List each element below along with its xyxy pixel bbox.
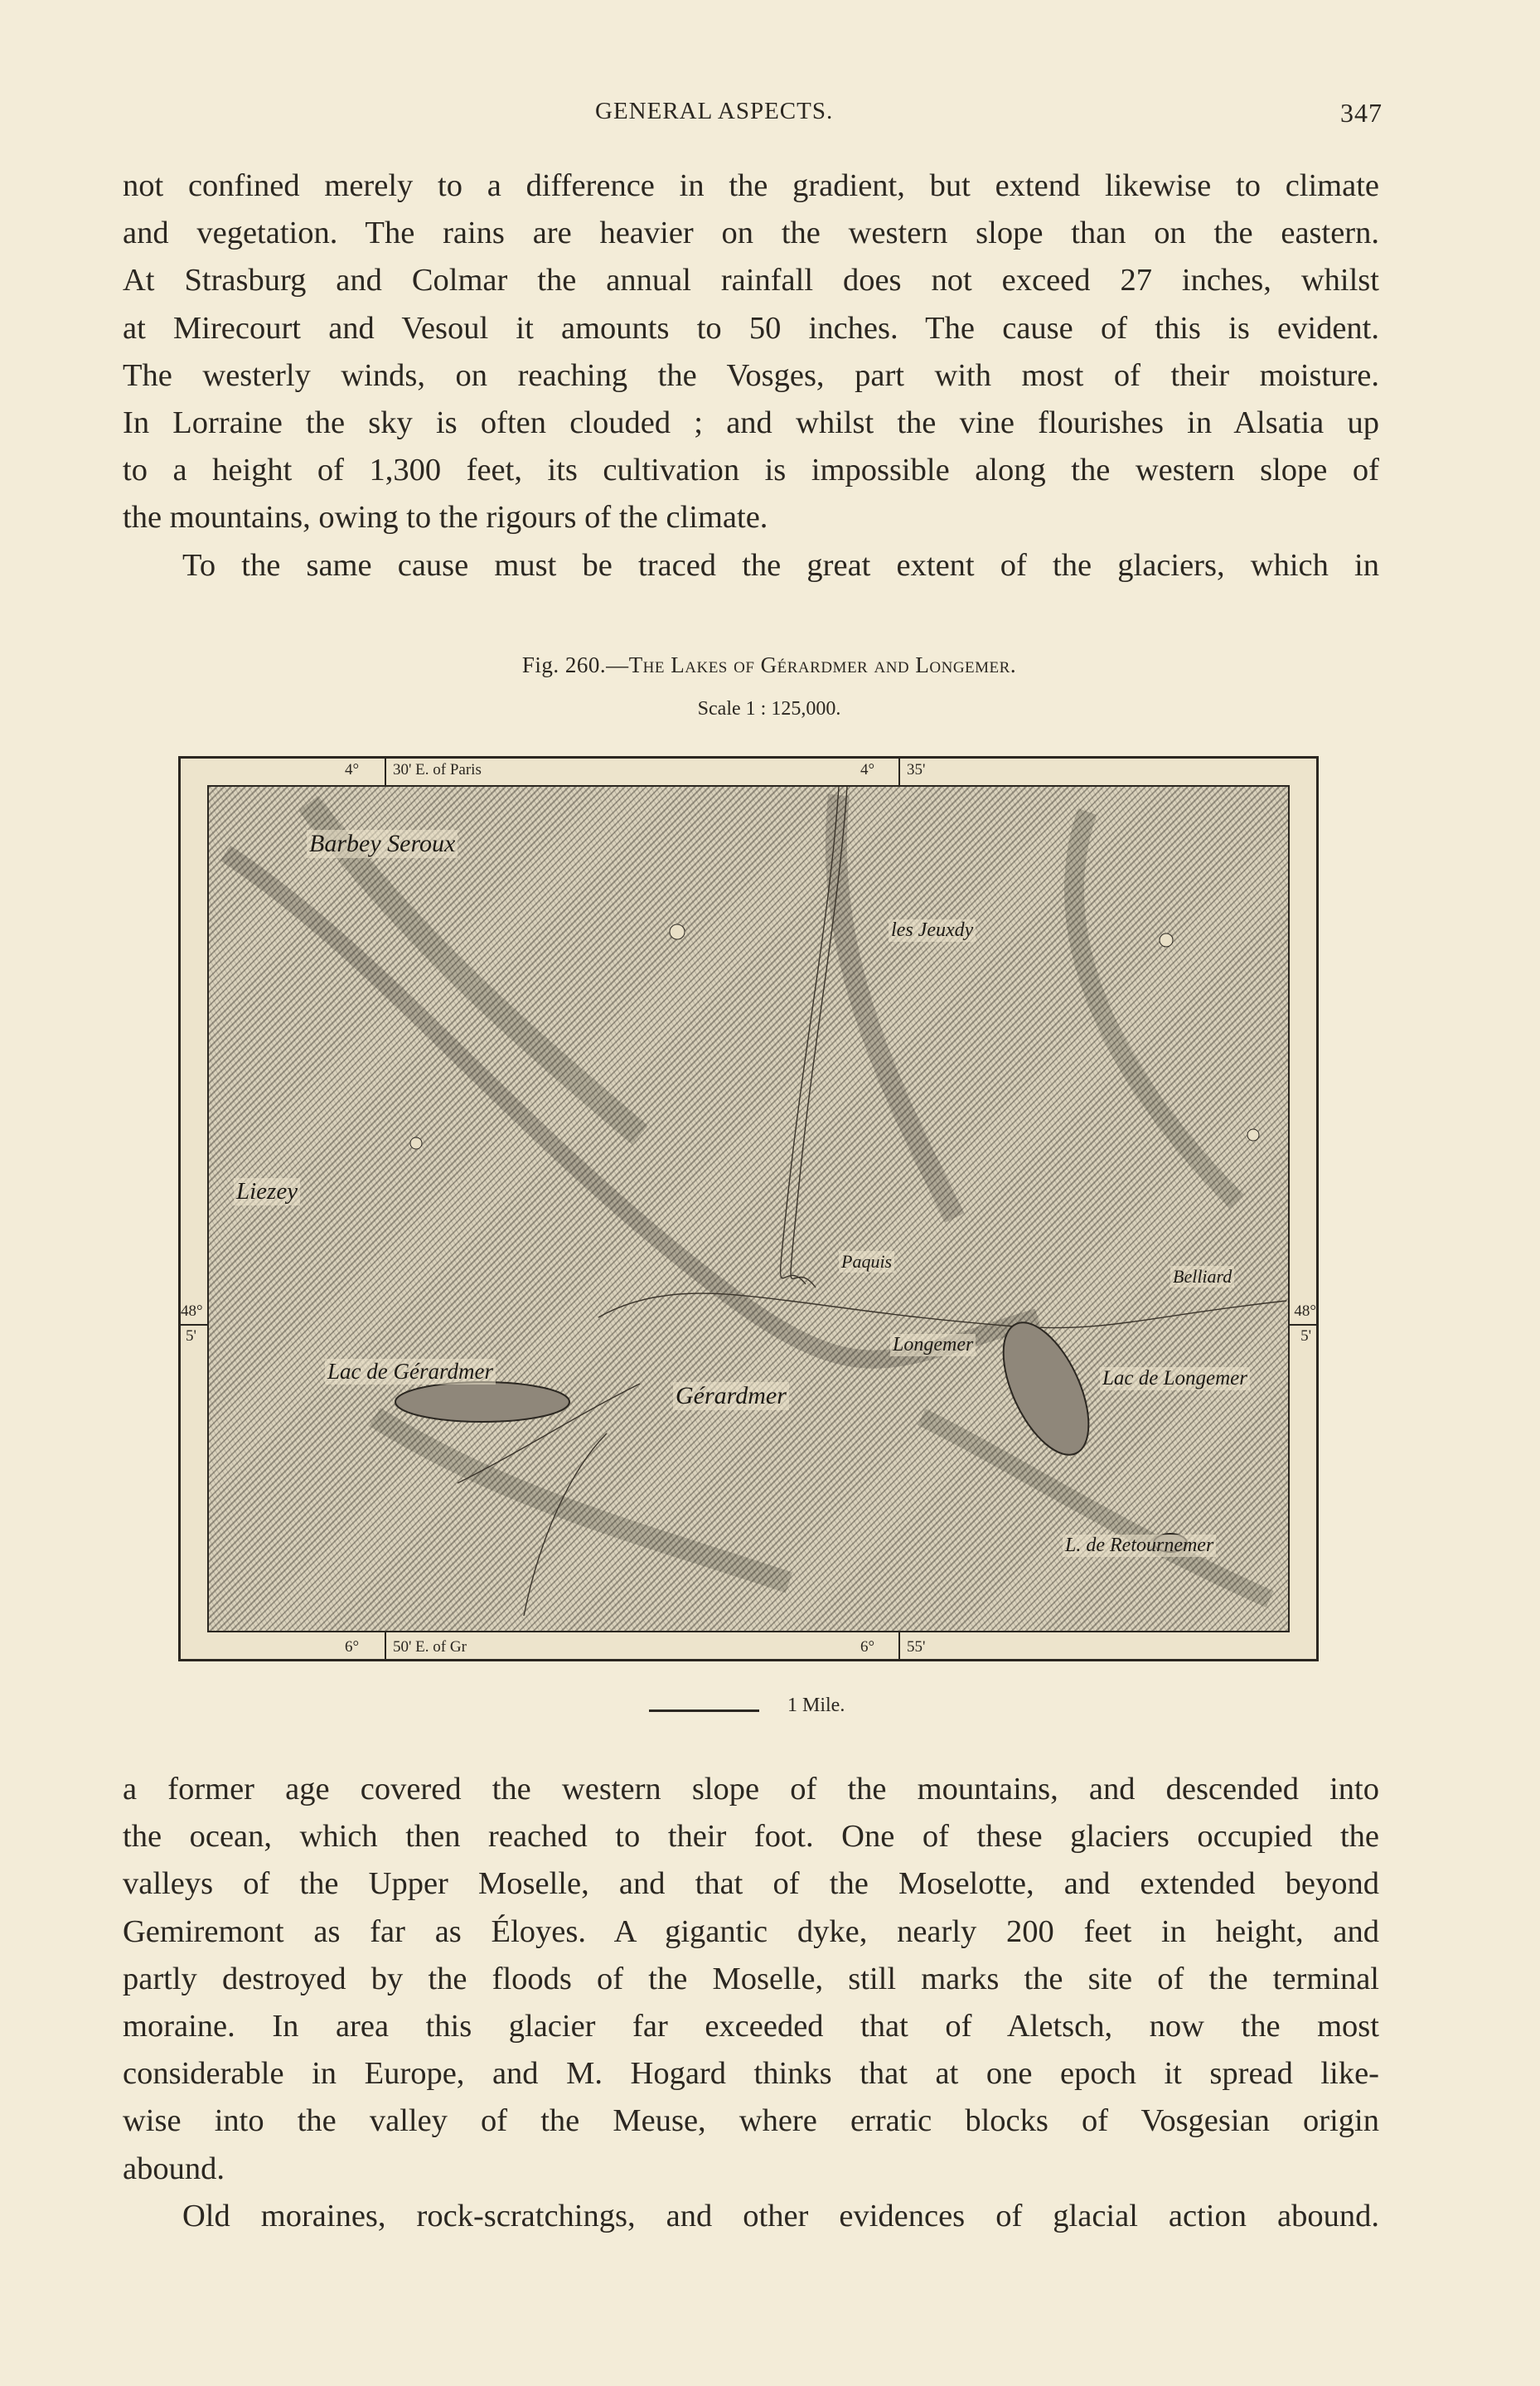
coord-tick	[898, 1632, 900, 1659]
text-line: valleys of the Upper Moselle, and that of the Moselotte, and extended beyond	[123, 1866, 1379, 1902]
coord-bottom-left-min: 50' E. of Gr	[393, 1638, 467, 1656]
place-belliard: Belliard	[1170, 1266, 1234, 1288]
place-lac-longemer: Lac de Longemer	[1100, 1367, 1250, 1390]
text-line: to a height of 1,300 feet, its cultivation is impossible along the western slope of	[123, 453, 1379, 488]
coord-tick	[385, 1632, 386, 1659]
hachure-ridges	[225, 795, 1270, 1599]
place-longemer: Longemer	[890, 1334, 976, 1356]
text-line: not confined merely to a difference in the gradient, but extend likewise to climate	[123, 168, 1379, 203]
lake-gerardmer-shape	[395, 1382, 569, 1422]
coord-tick	[181, 1324, 207, 1326]
place-barbey-seroux: Barbey Seroux	[307, 830, 458, 858]
paragraph-3	[123, 1766, 1379, 2193]
map-relief	[207, 785, 1290, 1632]
running-head	[123, 98, 1383, 131]
lakes	[395, 1310, 1187, 1552]
text-line: In Lorraine the sky is often clouded ; and whilst the vine flourishes in Alsatia up	[123, 405, 1379, 440]
coord-top-right-deg: 4°	[860, 761, 875, 778]
paragraph-1	[123, 162, 1379, 542]
coord-tick	[898, 759, 900, 785]
figure-scale: Scale 1 : 125,000.	[697, 698, 841, 720]
coord-right-deg: 48°	[1294, 1302, 1316, 1320]
figure-number: Fig. 260.—	[521, 652, 629, 677]
coord-right-min: 5'	[1300, 1327, 1311, 1345]
text-line: Gemiremont as far as Éloyes. A gigantic dyke, nearly 200 feet in height, and	[123, 1913, 1379, 1949]
text-line: abound.	[123, 2151, 225, 2186]
map-drawing	[209, 787, 1290, 1632]
figure-title: The Lakes of Gérardmer and Longemer.	[628, 652, 1017, 677]
place-gerardmer: Gérardmer	[673, 1382, 789, 1410]
map-figure	[178, 756, 1319, 1661]
place-les-jeuxdy: les Jeuxdy	[889, 919, 976, 942]
text-line: at Mirecourt and Vesoul it amounts to 50 inches. The cause of this is evident.	[123, 310, 1379, 346]
coord-left-deg: 48°	[181, 1302, 203, 1320]
place-retournemer: L. de Retournemer	[1063, 1535, 1216, 1557]
place-lac-gerardmer: Lac de Gérardmer	[325, 1359, 496, 1385]
coord-top-left-deg: 4°	[345, 761, 360, 778]
text-line: To the same cause must be traced the great extent of the glaciers, which in	[182, 548, 1379, 583]
running-head-title: GENERAL ASPECTS.	[595, 98, 834, 124]
coord-tick	[385, 759, 386, 785]
page-number: 347	[1340, 98, 1383, 128]
paragraph-4	[123, 2193, 1379, 2240]
place-paquis: Paquis	[839, 1251, 894, 1273]
scale-bar	[649, 1709, 759, 1712]
coord-top-left-min: 30' E. of Paris	[393, 761, 482, 778]
scale-bar-label: 1 Mile.	[787, 1695, 845, 1716]
coord-bottom-left-deg: 6°	[345, 1638, 360, 1656]
text-line: and vegetation. The rains are heavier on the western slope than on the eastern.	[123, 216, 1379, 251]
coord-top-right-min: 35'	[907, 761, 926, 778]
paragraph-2	[123, 542, 1379, 589]
valley-roads	[458, 787, 1286, 1616]
coord-bottom-right-deg: 6°	[860, 1638, 875, 1656]
text-line: the ocean, which then reached to their foot. One of these glaciers occupied the	[123, 1819, 1379, 1855]
text-line: moraine. In area this glacier far exceeded that of Aletsch, now the most	[123, 2008, 1379, 2044]
figure-caption	[123, 652, 1416, 678]
text-line: partly destroyed by the floods of the Moselle, still marks the site of the terminal	[123, 1961, 1379, 1996]
coord-tick	[1290, 1324, 1316, 1326]
place-liezey: Liezey	[234, 1178, 300, 1205]
coord-bottom-right-min: 55'	[907, 1638, 926, 1656]
text-line: Old moraines, rock-scratchings, and other evidences of glacial action abound.	[182, 2199, 1379, 2233]
text-line: considerable in Europe, and M. Hogard thinks that at one epoch it spread like-	[123, 2056, 1379, 2092]
text-line: At Strasburg and Colmar the annual rainfall does not exceed 27 inches, whilst	[123, 263, 1379, 298]
text-line: a former age covered the western slope of the mountains, and descended into	[123, 1772, 1379, 1806]
text-line: The westerly winds, on reaching the Vosges, part with most of their moisture.	[123, 357, 1379, 393]
text-line: the mountains, owing to the rigours of the climate.	[123, 500, 768, 536]
coord-left-min: 5'	[186, 1327, 196, 1345]
text-line: wise into the valley of the Meuse, where erratic blocks of Vosgesian origin	[123, 2103, 1379, 2139]
